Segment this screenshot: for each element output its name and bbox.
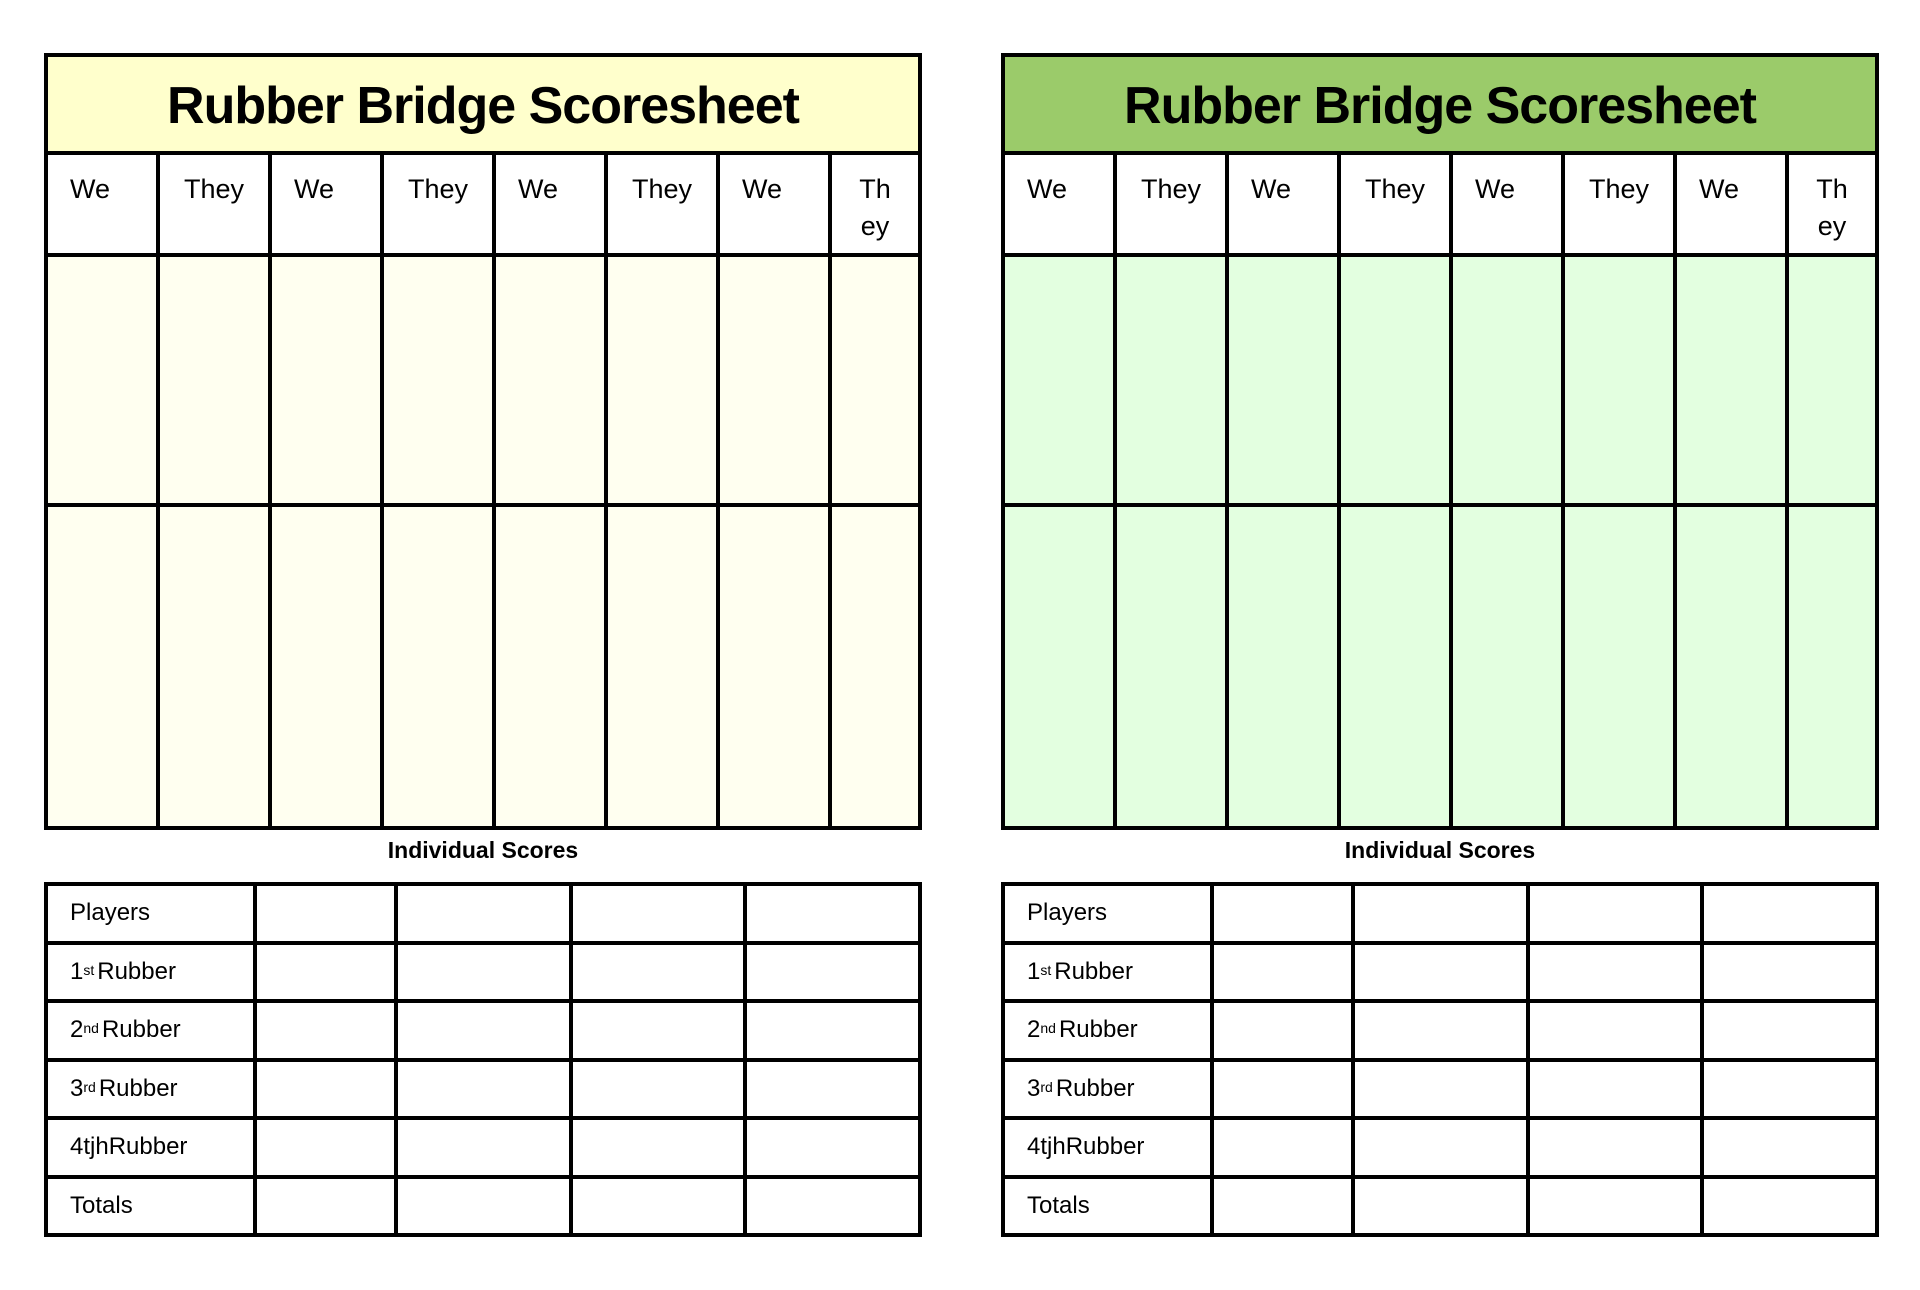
total-cell[interactable] [257, 1179, 398, 1233]
table-row-4th-rubber [1005, 1120, 1875, 1179]
table-row-3rd-rubber [1005, 1062, 1875, 1121]
table-row-4th-rubber [48, 1120, 918, 1179]
score-cell[interactable] [384, 257, 496, 503]
score-cell[interactable] [1789, 257, 1875, 503]
total-cell[interactable] [1214, 1179, 1355, 1233]
score-cell[interactable] [398, 1120, 573, 1175]
score-cell[interactable] [1117, 257, 1229, 503]
score-cell[interactable] [1530, 1062, 1704, 1117]
score-cell[interactable] [573, 1003, 747, 1058]
title-band [48, 57, 918, 155]
column-header-we: We [496, 155, 608, 253]
sheet-title: Rubber Bridge Scoresheet [167, 77, 799, 135]
column-header-we: We [272, 155, 384, 253]
column-header-we: We [1453, 155, 1565, 253]
total-cell[interactable] [1530, 1179, 1704, 1233]
table-row-1st-rubber [48, 945, 918, 1004]
score-cell[interactable] [720, 257, 832, 503]
scoresheet-yellow [44, 53, 922, 1219]
score-cell[interactable] [496, 257, 608, 503]
row-ordinal-number: 1 [1027, 957, 1041, 985]
score-cell[interactable] [1453, 257, 1565, 503]
score-cell[interactable] [1005, 507, 1117, 826]
row-label [48, 1003, 257, 1058]
score-cell[interactable] [160, 257, 272, 503]
column-header-we: We [1005, 155, 1117, 253]
total-cell[interactable] [1704, 1179, 1875, 1233]
score-cell[interactable] [1355, 1120, 1530, 1175]
above-the-line-row [48, 257, 918, 507]
score-cell[interactable] [257, 1003, 398, 1058]
score-cell[interactable] [1117, 507, 1229, 826]
score-cell[interactable] [398, 1003, 573, 1058]
score-cell[interactable] [398, 1062, 573, 1117]
sheet-title: Rubber Bridge Scoresheet [1124, 77, 1756, 135]
row-ordinal-suffix: nd [1040, 1020, 1056, 1037]
row-label [48, 945, 257, 1000]
score-cell[interactable] [1214, 1062, 1355, 1117]
row-label-text: Rubber [98, 1074, 178, 1102]
row-label [1005, 1179, 1214, 1233]
column-header-they: Th ey [859, 174, 891, 241]
individual-scores-label: Individual Scores [387, 837, 579, 863]
row-ordinal-suffix: st [1040, 961, 1052, 978]
row-label-text: Players [1027, 899, 1108, 927]
total-cell[interactable] [573, 1179, 747, 1233]
individual-scores-label: Individual Scores [1344, 837, 1536, 863]
column-header-we: We [1229, 155, 1341, 253]
row-label [1005, 886, 1214, 941]
column-header-they: They [384, 155, 496, 253]
score-cell[interactable] [257, 1062, 398, 1117]
column-header-they: They [1117, 155, 1229, 253]
score-cell[interactable] [398, 945, 573, 1000]
score-cell[interactable] [496, 507, 608, 826]
score-cell[interactable] [1005, 257, 1117, 503]
score-cell[interactable] [1214, 1120, 1355, 1175]
score-cell[interactable] [720, 507, 832, 826]
scoresheet-green [1001, 53, 1879, 1219]
above-the-line-row [1005, 257, 1875, 507]
row-ordinal-number: 1 [70, 957, 84, 985]
total-cell[interactable] [398, 1179, 573, 1233]
score-cell[interactable] [1355, 1062, 1530, 1117]
score-cell[interactable] [48, 507, 160, 826]
row-ordinal-number: 2 [1027, 1016, 1041, 1044]
score-cell[interactable] [1565, 257, 1677, 503]
individual-scores-table [1001, 882, 1879, 1237]
row-label-text: Rubber [1058, 1016, 1138, 1044]
score-cell[interactable] [747, 1120, 918, 1175]
table-row-totals [1005, 1179, 1875, 1233]
score-cell[interactable] [272, 257, 384, 503]
total-cell[interactable] [1355, 1179, 1530, 1233]
table-row-players [48, 886, 918, 945]
score-cell[interactable] [1704, 1120, 1875, 1175]
row-ordinal-suffix: rd [1040, 1078, 1053, 1095]
row-label [48, 1120, 257, 1175]
score-cell[interactable] [1355, 1003, 1530, 1058]
score-cell[interactable] [1530, 1120, 1704, 1175]
score-cell[interactable] [573, 1120, 747, 1175]
row-ordinal-number: 3 [70, 1074, 84, 1102]
row-label [1005, 1062, 1214, 1117]
score-cell[interactable] [573, 1062, 747, 1117]
score-cell[interactable] [608, 257, 720, 503]
score-cell[interactable] [608, 507, 720, 826]
score-cell[interactable] [747, 945, 918, 1000]
table-row-1st-rubber [1005, 945, 1875, 1004]
column-header-we: We [1677, 155, 1789, 253]
table-row-players [1005, 886, 1875, 945]
score-grid [1001, 53, 1879, 830]
column-header-they: Th ey [1816, 174, 1848, 241]
row-label [1005, 945, 1214, 1000]
score-cell[interactable] [1677, 507, 1789, 826]
score-cell[interactable] [1530, 1003, 1704, 1058]
score-cell[interactable] [832, 257, 918, 503]
score-cell[interactable] [1341, 507, 1453, 826]
score-cell[interactable] [257, 945, 398, 1000]
table-row-2nd-rubber [48, 1003, 918, 1062]
row-label-text: Players [70, 899, 151, 927]
column-header-we: We [720, 155, 832, 253]
row-label [1005, 1120, 1214, 1175]
score-cell[interactable] [384, 507, 496, 826]
score-cell[interactable] [1214, 1003, 1355, 1058]
player-cell[interactable] [573, 886, 747, 941]
score-cell[interactable] [1341, 257, 1453, 503]
column-header-row [1005, 155, 1875, 257]
title-band [1005, 57, 1875, 155]
score-cell[interactable] [1229, 507, 1341, 826]
player-cell[interactable] [1704, 886, 1875, 941]
score-cell[interactable] [1704, 945, 1875, 1000]
table-row-3rd-rubber [48, 1062, 918, 1121]
score-cell[interactable] [257, 1120, 398, 1175]
player-cell[interactable] [747, 886, 918, 941]
score-cell[interactable] [1789, 507, 1875, 826]
score-cell[interactable] [832, 507, 918, 826]
score-cell[interactable] [160, 507, 272, 826]
column-header-row [48, 155, 918, 257]
score-cell[interactable] [1704, 1003, 1875, 1058]
table-row-totals [48, 1179, 918, 1233]
score-cell[interactable] [747, 1062, 918, 1117]
row-label-text: Rubber [1054, 957, 1133, 985]
row-label [48, 886, 257, 941]
score-cell[interactable] [1704, 1062, 1875, 1117]
column-header-they: They [608, 155, 720, 253]
below-the-line-row [1005, 507, 1875, 826]
row-label-text: Rubber [97, 957, 176, 985]
individual-scores-table [44, 882, 922, 1237]
row-label [48, 1062, 257, 1117]
column-header-they: They [160, 155, 272, 253]
table-row-2nd-rubber [1005, 1003, 1875, 1062]
below-the-line-row [48, 507, 918, 826]
row-label-text: Rubber [101, 1016, 181, 1044]
row-ordinal-number: 3 [1027, 1074, 1041, 1102]
row-label [1005, 1003, 1214, 1058]
score-cell[interactable] [1530, 945, 1704, 1000]
player-cell[interactable] [1355, 886, 1530, 941]
score-cell[interactable] [48, 257, 160, 503]
score-cell[interactable] [1565, 507, 1677, 826]
row-ordinal-suffix: nd [83, 1020, 99, 1037]
player-cell[interactable] [398, 886, 573, 941]
row-label [48, 1179, 257, 1233]
row-label-text: 4tjhRubber [1027, 1133, 1145, 1161]
player-cell[interactable] [1530, 886, 1704, 941]
column-header-they: They [1565, 155, 1677, 253]
score-cell[interactable] [1453, 507, 1565, 826]
row-label-text: 4tjhRubber [70, 1133, 188, 1161]
row-ordinal-suffix: st [83, 961, 95, 978]
column-header-we: We [48, 155, 160, 253]
score-cell[interactable] [272, 507, 384, 826]
row-label-text: Totals [70, 1191, 133, 1219]
column-header-they: They [1341, 155, 1453, 253]
score-cell[interactable] [1677, 257, 1789, 503]
row-ordinal-number: 2 [70, 1016, 84, 1044]
row-label-text: Totals [1027, 1191, 1090, 1219]
score-cell[interactable] [1214, 945, 1355, 1000]
score-cell[interactable] [747, 1003, 918, 1058]
total-cell[interactable] [747, 1179, 918, 1233]
score-cell[interactable] [573, 945, 747, 1000]
score-cell[interactable] [1355, 945, 1530, 1000]
row-label-text: Rubber [1055, 1074, 1135, 1102]
player-cell[interactable] [257, 886, 398, 941]
score-grid [44, 53, 922, 830]
player-cell[interactable] [1214, 886, 1355, 941]
score-cell[interactable] [1229, 257, 1341, 503]
row-ordinal-suffix: rd [83, 1078, 96, 1095]
